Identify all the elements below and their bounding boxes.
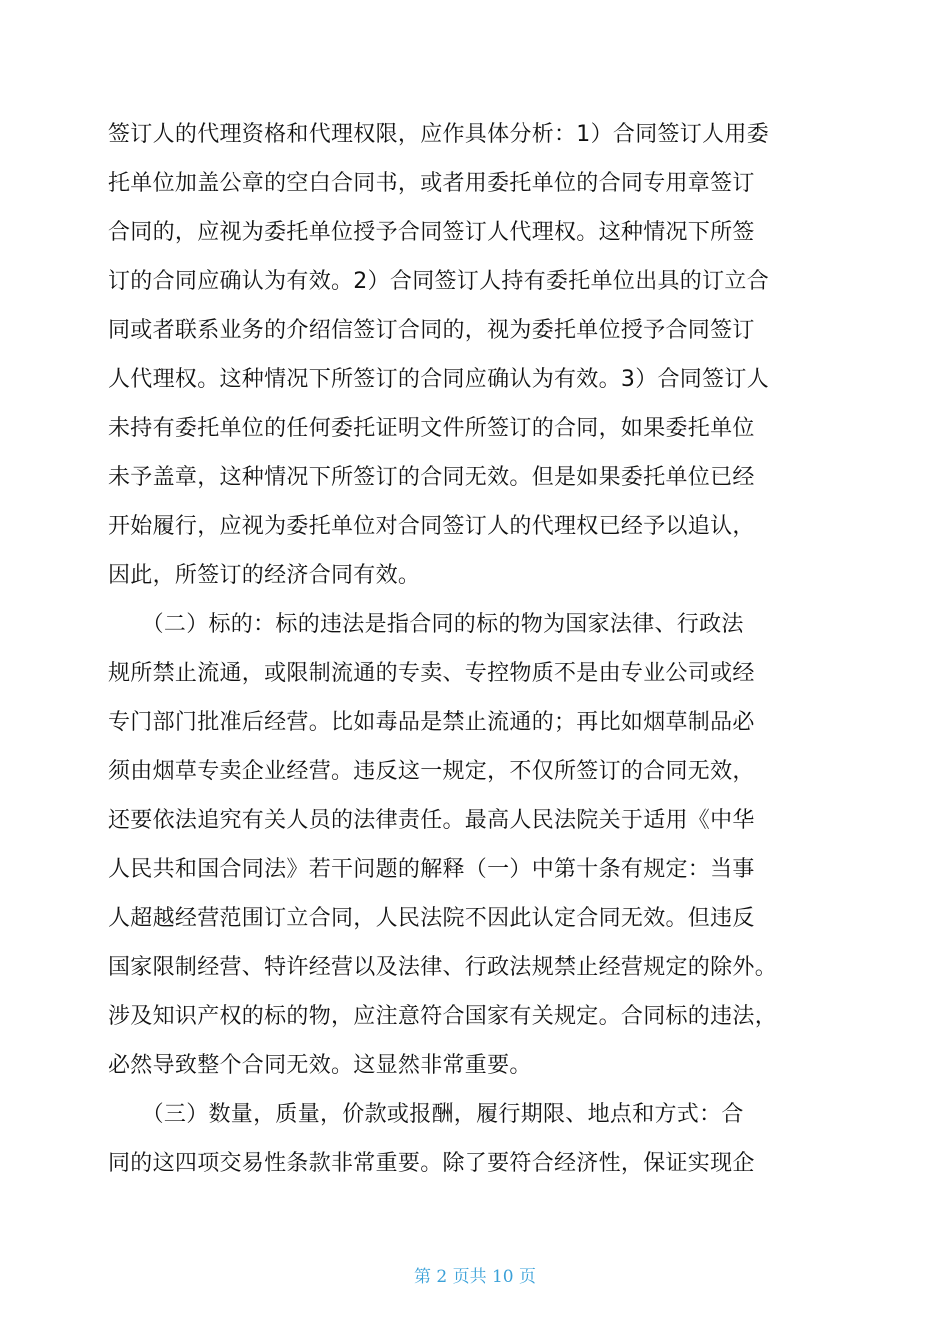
text-line: 人超越经营范围订立合同，人民法院不因此认定合同无效。但违反 <box>108 906 755 931</box>
text-line: 同或者联系业务的介绍信签订合同的，视为委托单位授予合同签订 <box>108 318 755 343</box>
text-line: 合同的，应视为委托单位授予合同签订人代理权。这种情况下所签 <box>108 220 755 245</box>
text-line: 托单位加盖公章的空白合同书，或者用委托单位的合同专用章签订 <box>108 171 755 196</box>
text-line: 人民共和国合同法》若干问题的解释（一）中第十条有规定：当事 <box>108 857 755 882</box>
page-number: 第 2 页共 10 页 <box>413 1267 537 1287</box>
text-line: 人代理权。这种情况下所签订的合同应确认为有效。3）合同签订人 <box>108 367 769 392</box>
text-line: 开始履行，应视为委托单位对合同签订人的代理权已经予以追认， <box>108 514 755 539</box>
document-body <box>108 110 858 1188</box>
text-line: 同的这四项交易性条款非常重要。除了要符合经济性，保证实现企 <box>108 1151 755 1176</box>
text-line: 国家限制经营、特许经营以及法律、行政法规禁止经营规定的除外。 <box>108 955 778 980</box>
text-line: 专门部门批准后经营。比如毒品是禁止流通的；再比如烟草制品必 <box>108 710 755 735</box>
text-line: 签订人的代理资格和代理权限，应作具体分析：1）合同签订人用委 <box>108 122 769 147</box>
text-line: （二）标的：标的违法是指合同的标的物为国家法律、行政法 <box>108 612 744 637</box>
text-line: 规所禁止流通，或限制流通的专卖、专控物质不是由专业公司或经 <box>108 661 755 686</box>
text-line: 须由烟草专卖企业经营。违反这一规定，不仅所签订的合同无效， <box>108 759 755 784</box>
text-line: 还要依法追究有关人员的法律责任。最高人民法院关于适用《中华 <box>108 808 755 833</box>
text-line: 因此，所签订的经济合同有效。 <box>108 563 421 588</box>
text-line: 未予盖章，这种情况下所签订的合同无效。但是如果委托单位已经 <box>108 465 755 490</box>
text-line: 未持有委托单位的任何委托证明文件所签订的合同，如果委托单位 <box>108 416 755 441</box>
text-line: （三）数量，质量，价款或报酬，履行期限、地点和方式：合 <box>108 1102 744 1127</box>
text-line: 订的合同应确认为有效。2）合同签订人持有委托单位出具的订立合 <box>108 269 769 294</box>
text-line: 必然导致整个合同无效。这显然非常重要。 <box>108 1053 532 1078</box>
text-line: 涉及知识产权的标的物，应注意符合国家有关规定。合同标的违法， <box>108 1004 778 1029</box>
